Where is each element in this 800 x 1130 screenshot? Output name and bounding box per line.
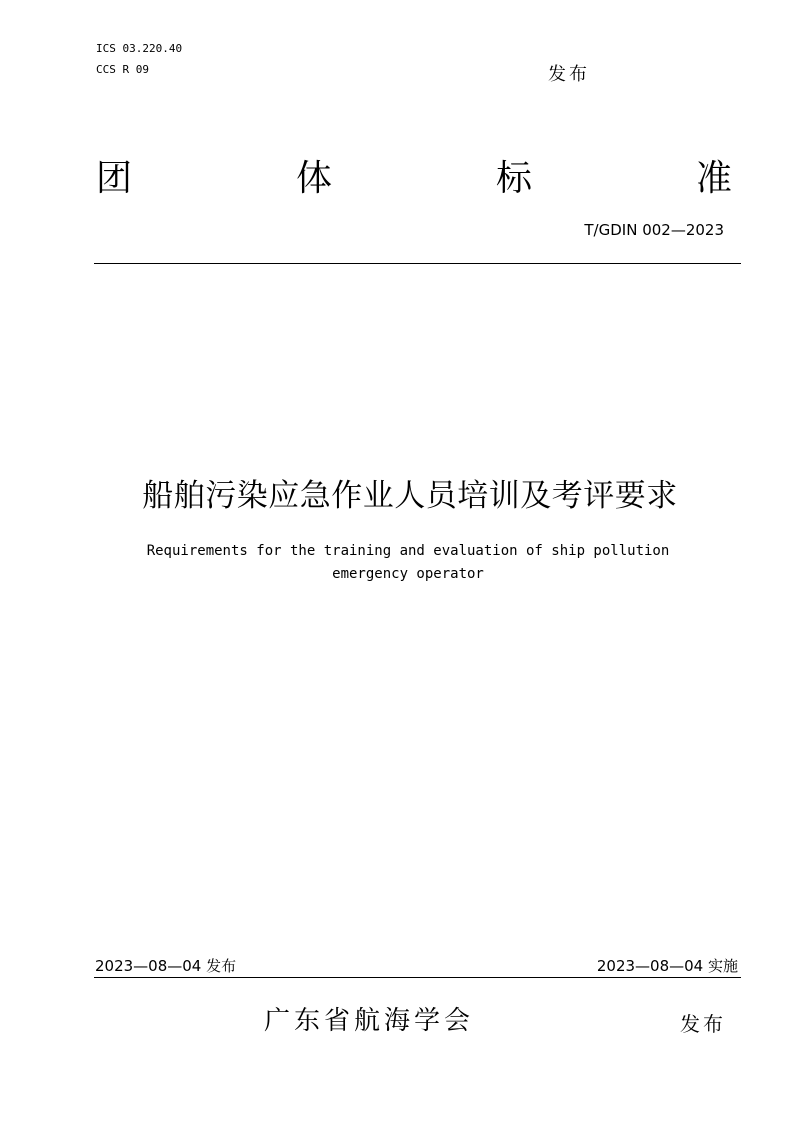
standard-type-heading — [96, 156, 732, 202]
document-title-chinese: 船舶污染应急作业人员培训及考评要求 — [142, 478, 678, 514]
ics-code: ICS 03.220.40 — [96, 42, 183, 55]
top-divider — [94, 263, 741, 264]
english-title-line: emergency operator — [332, 566, 484, 582]
implement-date: 2023—08—04 实施 — [596, 957, 738, 975]
standard-type-char: 团 — [96, 158, 133, 199]
ccs-code: CCS R 09 — [96, 63, 149, 76]
standard-number: T/GDIN 002—2023 — [584, 221, 724, 239]
standard-type-char: 标 — [495, 158, 532, 199]
publish-date: 2023—08—04 发布 — [95, 957, 237, 975]
english-title-line: Requirements for the training and evaluation of ship pollution — [146, 543, 670, 559]
footer-publish-label: 发布 — [680, 1012, 726, 1036]
publisher-name: 广东省航海学会 — [264, 1006, 475, 1036]
standard-type-char: 准 — [695, 158, 732, 199]
header-publish-label: 发布 — [548, 64, 590, 85]
document-title-english — [0, 540, 800, 586]
bottom-divider — [94, 977, 741, 978]
standard-type-char: 体 — [295, 158, 332, 199]
